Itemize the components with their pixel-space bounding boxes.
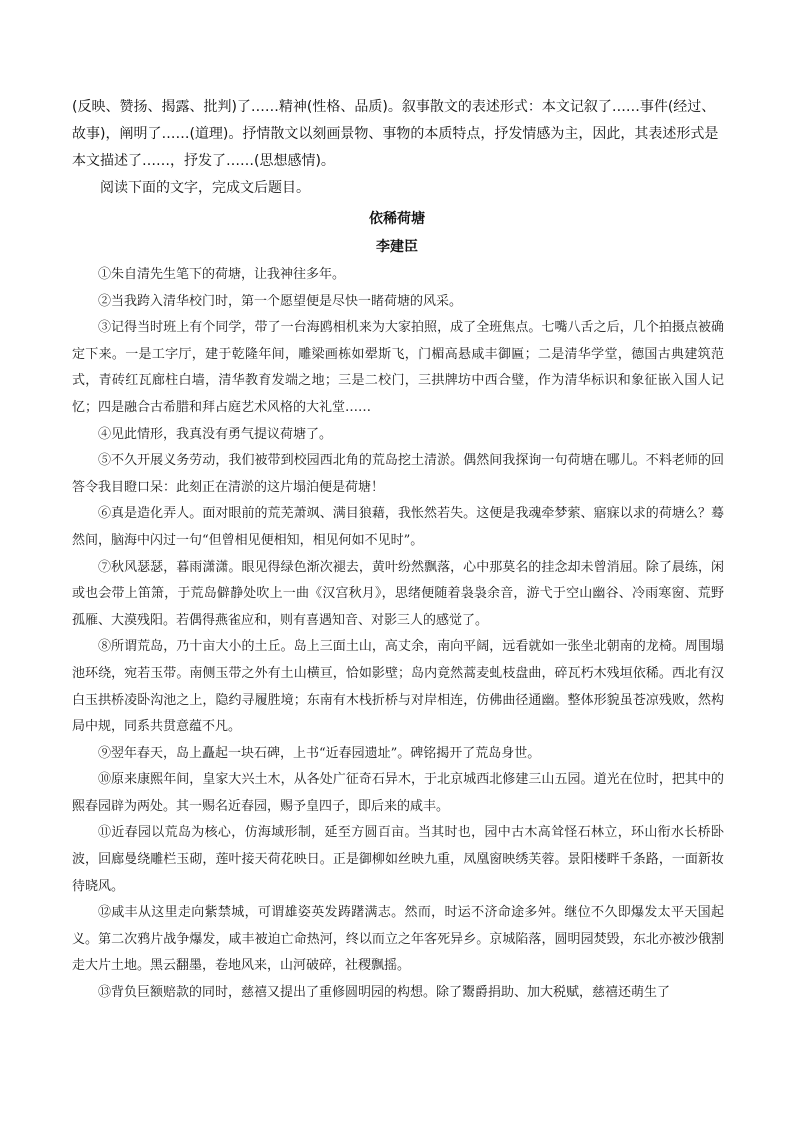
article-paragraph-9: ⑨翌年春天，岛上矗起一块石碑，上书“近春园遗址”。碑铭揭开了荒岛身世。 <box>98 745 541 761</box>
article-paragraph-10: ⑩原来康熙年间，皇家大兴土木，从各处广征奇石异木，于北京城西北修建三山五园。道光在位时，把其中的熙春园辟为两处。其一赐名近春园，赐予皇四子，即后来的咸丰。 <box>72 772 724 814</box>
article-paragraph-2: ②当我跨入清华校门时，第一个愿望便是尽快一睹荷塘的风采。 <box>98 293 463 309</box>
article-body <box>72 262 724 1007</box>
article-paragraph-1: ①朱自清先生笔下的荷塘，让我神往多年。 <box>98 267 346 282</box>
article-paragraph-8: ⑧所谓荒岛，乃十亩大小的土丘。岛上三面土山，高丈余，南向平阔，远看就如一张坐北朝南的龙椅。周围塌池环绕，宛若玉带。南侧玉带之外有土山横亘，恰如影壁；岛内竟然蒿麦虬枝盘曲，碎瓦朽木残垣依稀。西北有汉白玉拱桥凌卧沟池之上，隐约寻履胜境；东南有木栈折桥与对岸相连，仿佛曲径通幽。整体形貌虽苍凉残败，然构局中规，同系共贯意蕴不凡。 <box>72 639 724 735</box>
article-paragraph-12: ⑫咸丰从这里走向紫禁城，可谓雄姿英发踌躇满志。然而，时运不济命途多舛。继位不久即爆发太平天国起义。第二次鸦片战争爆发，咸丰被迫亡命热河，终以而立之年客死异乡。京城陷落，圆明园焚毁，东北亦被沙俄割走大片土地。黑云翻墨，卷地风来，山河破碎，社稷飘摇。 <box>72 905 724 974</box>
reading-instruction: 阅读下面的文字，完成文后题目。 <box>100 180 310 196</box>
article-paragraph-7: ⑦秋风瑟瑟，暮雨潇潇。眼见得绿色渐次褪去，黄叶纷然飘落，心中那莫名的挂念却未曾消屈。除了晨练，闲或也会带上笛箫，于荒岛僻静处吹上一曲《汉宫秋月》，思绪便随着袅袅余音，游弋于空山幽谷、冷雨寒窗、荒野孤雁、大漠残阳。若偶得燕雀应和，则有喜遇知音、对影三人的感觉了。 <box>72 559 724 628</box>
article-title: 依稀荷塘 <box>369 211 425 227</box>
article-paragraph-11: ⑪近春园以荒岛为核心，仿海域形制，延至方圆百亩。当其时也，园中古木高耸怪石林立，环山衔水长桥卧波，回廊曼绕雕栏玉砌，莲叶接天荷花映日。正是御柳如丝映九重，凤凰窗映绣芙蓉。景阳楼畔千条路，一面新妆待晓风。 <box>72 825 724 894</box>
article-paragraph-4: ④见此情形，我真没有勇气提议荷塘了。 <box>98 426 333 442</box>
article-paragraph-3: ③记得当时班上有个同学，带了一台海鸥相机来为大家拍照，成了全班焦点。七嘴八舌之后，几个拍摄点被确定下来。一是工字厅，建于乾隆年间，雕梁画栋如翚斯飞，门楣高悬咸丰御匾；二是清华学堂，德国古典建筑范式，青砖红瓦廊柱白墙，清华教育发端之地；三是二校门，三拱牌坊中西合璧，作为清华标识和象征嵌入国人记忆；四是融合古希腊和拜占庭艺术风格的大礼堂…… <box>72 320 724 415</box>
article-paragraph-13: ⑬背负巨额赔款的同时，慈禧又提出了重修圆明园的构想。除了鬻爵捐助、加大税赋，慈禧还萌生了 <box>98 985 671 1001</box>
article-paragraph-5: ⑤不久开展义务劳动，我们被带到校园西北角的荒岛挖土清淤。偶然间我探询一句荷塘在哪儿。不料老师的回答令我目瞪口呆：此刻正在清淤的这片塌泊便是荷塘！ <box>72 453 724 495</box>
article-author: 李建臣 <box>376 239 418 255</box>
intro-paragraph: (反映、赞扬、揭露、批判)了……精神(性格、品质)。叙事散文的表述形式：本文记叙了……事件(经过、故事)，阐明了……(道理)。抒情散文以刻画景物、事物的本质特点，抒发情感为主，因此，其表述形式是本文描述了……，抒发了……(思想感情)。 <box>72 99 719 169</box>
article-paragraph-6: ⑥真是造化弄人。面对眼前的荒芜萧飒、满目狼藉，我怅然若失。这便是我魂牵梦萦、寤寐以求的荷塘么？蓦然间，脑海中闪过一句“但曾相见便相知，相见何如不见时”。 <box>72 506 724 548</box>
